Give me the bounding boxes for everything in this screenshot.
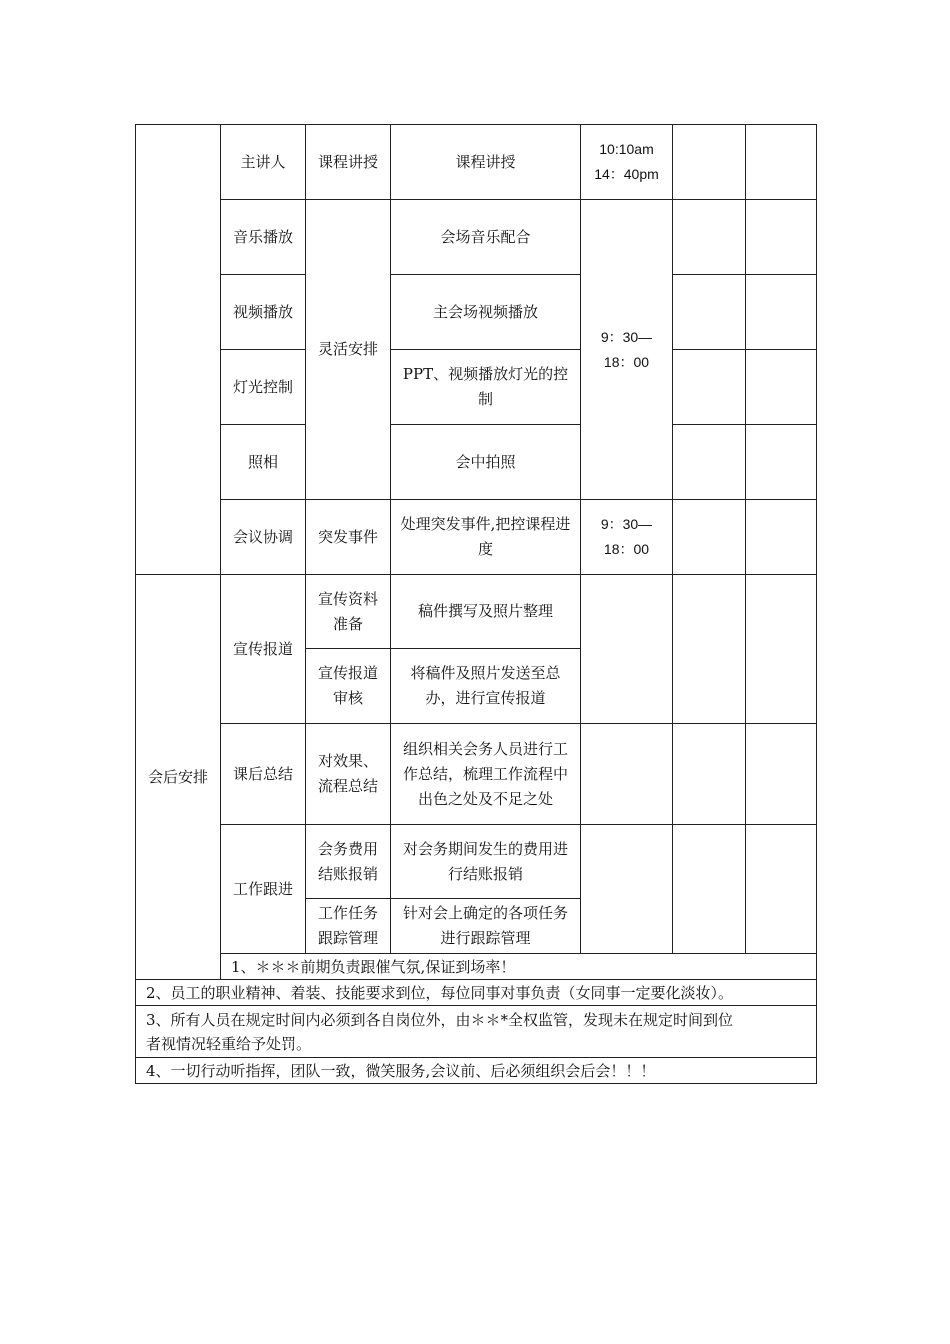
time-line: 14：40pm <box>594 166 659 182</box>
phase-cell: 会后安排 <box>136 575 221 980</box>
note-row <box>136 980 817 1006</box>
empty-cell <box>673 125 746 200</box>
task-cell: 组织相关会务人员进行工作总结，梳理工作流程中出色之处及不足之处 <box>391 724 581 825</box>
empty-cell <box>746 125 817 200</box>
table-row <box>136 425 817 500</box>
time-line: 9：30— <box>600 328 653 345</box>
task-cell: 将稿件及照片发送至总办，进行宣传报道 <box>391 649 581 724</box>
table-row <box>136 350 817 425</box>
note-text: 4、一切行动听指挥，团队一致，微笑服务,会议前、后必须组织会后会！！！ <box>136 1058 817 1084</box>
time-cell <box>581 125 673 200</box>
note-line: 者视情况轻重给予处罚。 <box>146 1034 312 1053</box>
empty-cell <box>746 425 817 500</box>
task-cell: 稿件撰写及照片整理 <box>391 575 581 649</box>
empty-cell <box>746 275 817 350</box>
empty-cell <box>673 500 746 575</box>
task-cell: 对会务期间发生的费用进行结账报销 <box>391 825 581 899</box>
time-line: 9：30— <box>600 516 653 532</box>
table-row <box>136 825 817 899</box>
note-row <box>136 954 817 980</box>
empty-cell <box>673 200 746 275</box>
table-row <box>136 200 817 275</box>
note-text: 1、＊＊＊前期负责跟催气氛,保证到场率！ <box>221 954 817 980</box>
note-row <box>136 1058 817 1084</box>
time-line: 10:10am <box>599 141 654 157</box>
note-line: 3、所有人员在规定时间内必须到各自岗位外，由＊＊*全权监管，发现未在规定时间到位 <box>146 1010 734 1029</box>
category-cell: 课程讲授 <box>306 125 391 200</box>
task-cell: 处理突发事件,把控课程进度 <box>391 500 581 575</box>
empty-cell <box>673 575 746 724</box>
empty-cell <box>746 825 817 954</box>
role-cell: 会议协调 <box>221 500 306 575</box>
role-cell: 宣传报道 <box>221 575 306 724</box>
empty-cell <box>673 724 746 825</box>
empty-cell <box>581 724 673 825</box>
time-cell <box>581 500 673 575</box>
role-cell: 主讲人 <box>221 125 306 200</box>
empty-cell <box>746 350 817 425</box>
task-cell: 主会场视频播放 <box>391 275 581 350</box>
empty-cell <box>673 275 746 350</box>
role-cell: 音乐播放 <box>221 200 306 275</box>
task-cell: 针对会上确定的各项任务进行跟踪管理 <box>391 899 581 954</box>
note-text: 2、员工的职业精神、着装、技能要求到位，每位同事对事负责（女同事一定要化淡妆）。 <box>136 980 817 1006</box>
time-cell <box>581 200 673 500</box>
task-cell: 会场音乐配合 <box>391 200 581 275</box>
table-row <box>136 500 817 575</box>
role-cell: 视频播放 <box>221 275 306 350</box>
task-cell: 会中拍照 <box>391 425 581 500</box>
empty-cell <box>746 200 817 275</box>
subcategory-cell: 宣传资料准备 <box>306 575 391 649</box>
note-row <box>136 1006 817 1058</box>
subcategory-cell: 对效果、流程总结 <box>306 724 391 825</box>
schedule-table <box>135 124 817 1084</box>
note-text <box>136 1006 817 1058</box>
table-row <box>136 724 817 825</box>
category-cell: 突发事件 <box>306 500 391 575</box>
phase-cell-empty <box>136 125 221 575</box>
task-cell: 课程讲授 <box>391 125 581 200</box>
role-cell: 照相 <box>221 425 306 500</box>
subcategory-cell: 会务费用结账报销 <box>306 825 391 899</box>
empty-cell <box>581 575 673 724</box>
empty-cell <box>746 575 817 724</box>
empty-cell <box>746 500 817 575</box>
subcategory-cell: 工作任务跟踪管理 <box>306 899 391 954</box>
table-row <box>136 125 817 200</box>
time-line: 18：00 <box>603 541 650 557</box>
role-cell: 灯光控制 <box>221 350 306 425</box>
subcategory-cell: 宣传报道审核 <box>306 649 391 724</box>
empty-cell <box>746 724 817 825</box>
empty-cell <box>581 825 673 954</box>
table-row <box>136 575 817 649</box>
time-line: 18：00 <box>603 353 650 370</box>
empty-cell <box>673 350 746 425</box>
task-cell: PPT、视频播放灯光的控制 <box>391 350 581 425</box>
table-row <box>136 275 817 350</box>
role-cell: 课后总结 <box>221 724 306 825</box>
role-cell: 工作跟进 <box>221 825 306 954</box>
empty-cell <box>673 425 746 500</box>
category-cell: 灵活安排 <box>306 200 391 500</box>
empty-cell <box>673 825 746 954</box>
